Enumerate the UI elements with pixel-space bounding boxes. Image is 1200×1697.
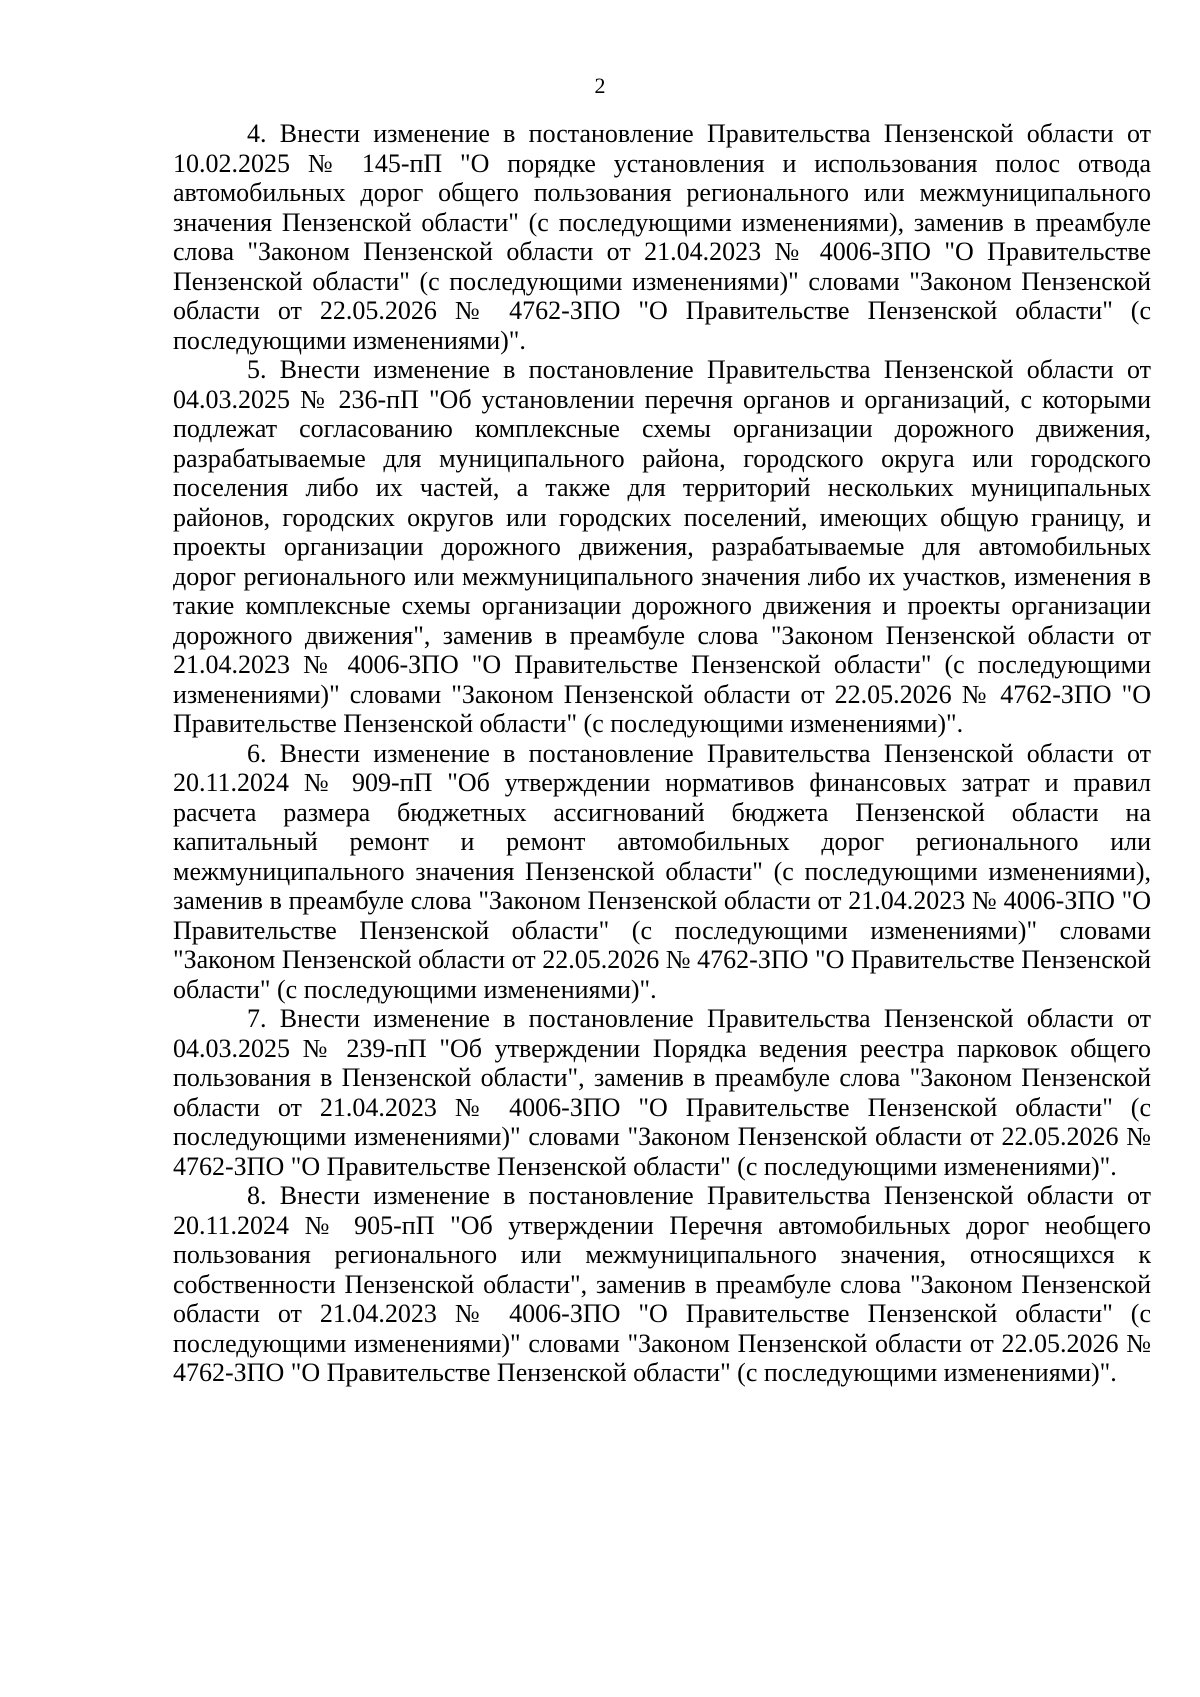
paragraph-item-5: 5. Внести изменение в постановление Правительства Пензенской области от 04.03.2025 № 236-пП "Об установлении перечня органов и организаций, с которыми подлежат согласованию комплексные схемы организации дорожного движения, разрабатываемые для муниципального района, городского округа или городского поселения либо их частей, а также для территорий нескольких муниципальных районов, городских округов или городских поселений, имеющих общую границу, и проекты организации дорожного движения, разрабатываемые для автомобильных дорог регионального или межмуниципального значения либо их участков, изменения в такие комплексные схемы организации дорожного движения и проекты организации дорожного движения", заменив в преамбуле слова "Законом Пензенской области от 21.04.2023 № 4006-ЗПО "О Правительстве Пензенской области" (с последующими изменениями)" словами "Законом Пензенской области от 22.05.2026 № 4762-ЗПО "О Правительстве Пензенской области" (с последующими изменениями)". (173, 355, 1151, 738)
paragraph-item-6: 6. Внести изменение в постановление Правительства Пензенской области от 20.11.2024 № 909-пП "Об утверждении нормативов финансовых затрат и правил расчета размера бюджетных ассигнований бюджета Пензенской области на капитальный ремонт и ремонт автомобильных дорог регионального или межмуниципального значения Пензенской области" (с последующими изменениями), заменив в преамбуле слова "Законом Пензенской области от 21.04.2023 № 4006-ЗПО "О Правительстве Пензенской области" (с последующими изменениями)" словами "Законом Пензенской области от 22.05.2026 № 4762-ЗПО "О Правительстве Пензенской области" (с последующими изменениями)". (173, 738, 1151, 1004)
document-body (173, 119, 1151, 1388)
paragraph-item-8: 8. Внести изменение в постановление Правительства Пензенской области от 20.11.2024 № 905-пП "Об утверждении Перечня автомобильных дорог необщего пользования регионального или межмуниципального значения, относящихся к собственности Пензенской области", заменив в преамбуле слова "Законом Пензенской области от 21.04.2023 № 4006-ЗПО "О Правительстве Пензенской области" (с последующими изменениями)" словами "Законом Пензенской области от 22.05.2026 № 4762-ЗПО "О Правительстве Пензенской области" (с последующими изменениями)". (173, 1181, 1151, 1387)
paragraph-item-4: 4. Внести изменение в постановление Правительства Пензенской области от 10.02.2025 № 145-пП "О порядке установления и использования полос отвода автомобильных дорог общего пользования регионального или межмуниципального значения Пензенской области" (с последующими изменениями), заменив в преамбуле слова "Законом Пензенской области от 21.04.2023 № 4006-ЗПО "О Правительстве Пензенской области" (с последующими изменениями)" словами "Законом Пензенской области от 22.05.2026 № 4762-ЗПО "О Правительстве Пензенской области" (с последующими изменениями)". (173, 119, 1151, 355)
page-number: 2 (594, 73, 606, 98)
paragraph-item-7: 7. Внести изменение в постановление Правительства Пензенской области от 04.03.2025 № 239-пП "Об утверждении Порядка ведения реестра парковок общего пользования в Пензенской области", заменив в преамбуле слова "Законом Пензенской области от 21.04.2023 № 4006-ЗПО "О Правительстве Пензенской области" (с последующими изменениями)" словами "Законом Пензенской области от 22.05.2026 № 4762-ЗПО "О Правительстве Пензенской области" (с последующими изменениями)". (173, 1004, 1151, 1181)
